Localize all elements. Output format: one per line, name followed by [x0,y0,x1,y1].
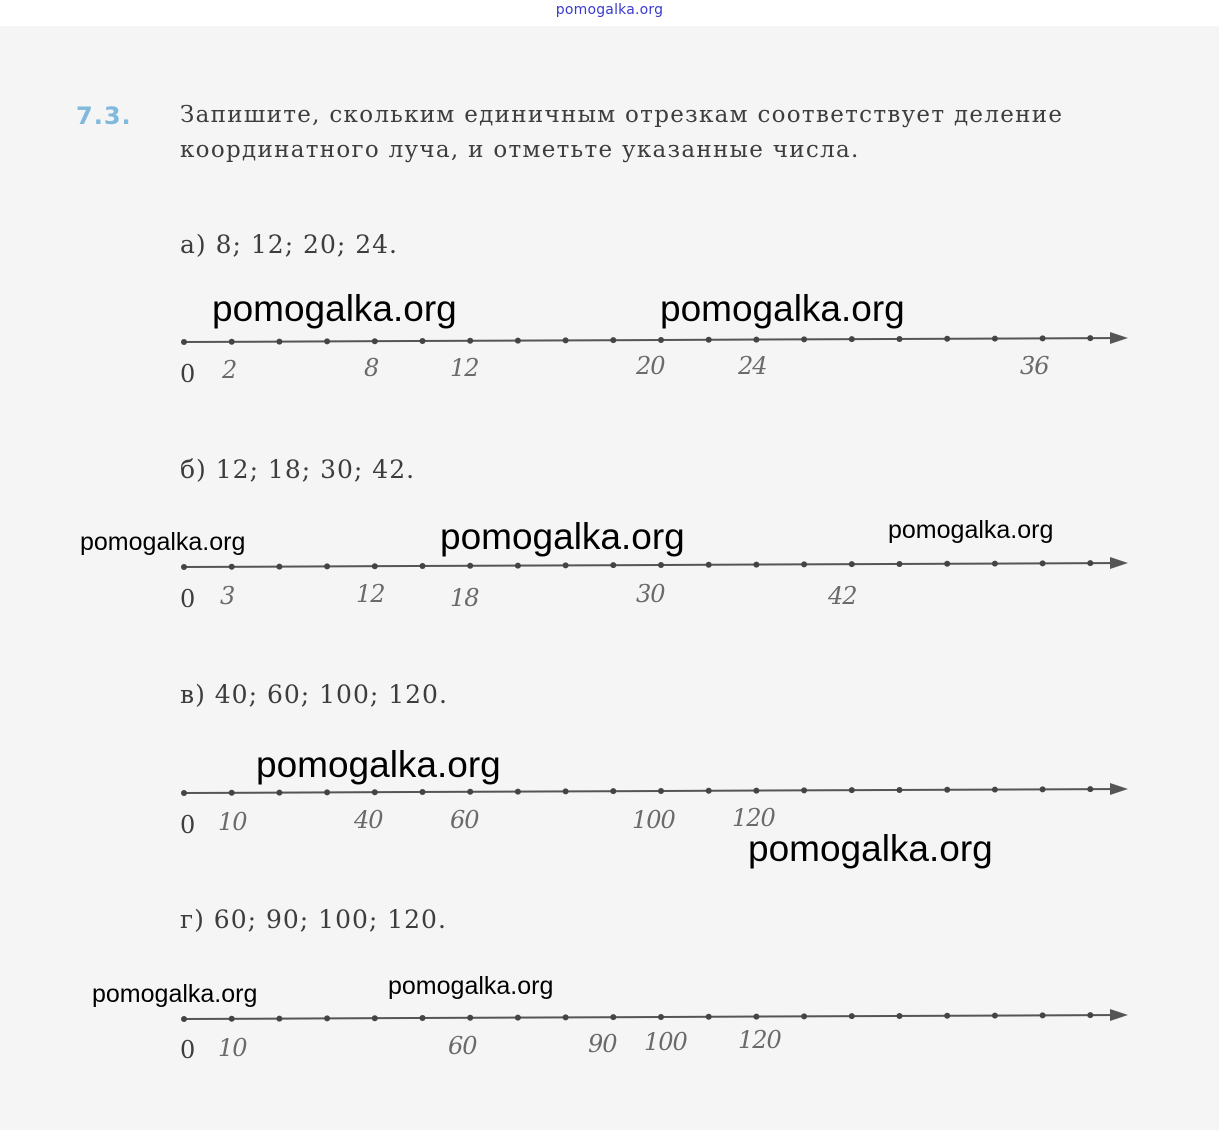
task-a-mark: 8 [364,354,379,382]
task-c-zero: 0 [180,811,196,839]
task-c-mark: 120 [732,804,775,832]
task-b-mark: 30 [636,580,665,608]
ray-division [658,1014,664,1020]
task-a-mark: 20 [636,352,665,380]
ray-arrow [1110,1009,1128,1021]
task-b-mark: 12 [356,580,385,608]
task-a-mark: 36 [1020,352,1049,380]
ray-division [420,1015,426,1021]
task-d-mark: 10 [218,1034,247,1062]
watermark: pomogalka.org [440,516,685,557]
ray-division [372,1015,378,1021]
top-watermark: pomogalka.org [555,2,664,18]
ray-division [753,1014,759,1020]
watermark: pomogalka.org [80,528,246,556]
task-d-mark: 120 [738,1026,781,1054]
ray-d [181,1009,1128,1022]
ray-division [467,1015,473,1021]
task-c-mark: 40 [354,806,383,834]
task-c-mark: 100 [632,806,675,834]
watermark: pomogalka.org [388,972,554,1000]
ray-division [610,1014,616,1020]
task-a-zero: 0 [180,360,196,388]
task-a-label: а) 8; 12; 20; 24. [180,230,399,259]
ray-division [515,1015,521,1021]
watermark: pomogalka.org [748,828,993,869]
ray-division [1087,1012,1093,1018]
ray-division [849,1013,855,1019]
ray-division [706,1014,712,1020]
task-d-label: г) 60; 90; 100; 120. [180,905,447,934]
task-c-mark: 10 [218,808,247,836]
ray-division [181,1016,187,1022]
ray-division [897,1013,903,1019]
task-d-mark: 100 [644,1028,687,1056]
task-b-label: б) 12; 18; 30; 42. [180,455,416,484]
task-b-mark: 3 [220,582,235,610]
watermark: pomogalka.org [256,744,501,785]
ray-division [992,1013,998,1019]
task-d-mark: 90 [588,1030,617,1058]
ray-division [944,1013,950,1019]
task-c-mark: 60 [450,806,479,834]
ray-division [276,1016,282,1022]
ray-division [801,1013,807,1019]
task-c-label: в) 40; 60; 100; 120. [180,680,448,709]
ray-division [1040,1012,1046,1018]
problem-text: Запишите, скольким единичным отрезкам соответствует деление координатного луча, и отметьте указанные числа. [180,102,1064,163]
watermark: pomogalka.org [888,516,1054,544]
task-a-mark: 2 [222,356,237,384]
ray-division [563,1014,569,1020]
ray-division [229,1016,235,1022]
task-b-mark: 42 [828,582,857,610]
watermark: pomogalka.org [660,288,905,329]
task-a-mark: 12 [450,354,479,382]
ray-division [324,1015,330,1021]
watermark: pomogalka.org [92,980,258,1008]
task-a-mark: 24 [738,352,767,380]
task-d-zero: 0 [180,1036,196,1064]
task-b-zero: 0 [180,585,196,613]
task-b-mark: 18 [450,584,479,612]
watermark: pomogalka.org [212,288,457,329]
task-d-mark: 60 [448,1032,477,1060]
problem-number: 7.3. [76,102,132,130]
